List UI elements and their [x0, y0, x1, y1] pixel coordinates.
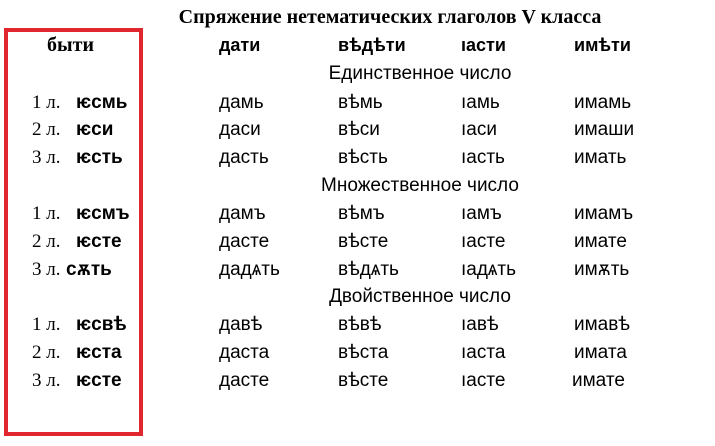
header-yasti: ıасти	[461, 35, 506, 55]
form-dati: дасть	[219, 147, 269, 168]
form-dati: дамъ	[219, 203, 266, 224]
form-vedeti: вѣмъ	[338, 203, 385, 224]
form-imeti: имѫть	[574, 259, 630, 280]
form-imeti: имате	[572, 370, 625, 391]
person-label: 2 л.	[32, 231, 61, 252]
form-yasti: ıамъ	[461, 203, 502, 224]
person-label: 3 л.	[32, 147, 61, 168]
form-byti: ѥсте	[76, 231, 122, 252]
form-yasti: ıавѣ	[461, 314, 499, 335]
section-label-singular: Единственное число	[328, 63, 512, 84]
header-dati: дати	[219, 35, 261, 55]
form-yasti: ıаста	[461, 342, 506, 363]
person-label: 3 л.	[32, 370, 61, 391]
form-byti: ѥси	[76, 119, 114, 140]
form-dati: дасте	[219, 370, 270, 391]
form-yasti: ıамь	[461, 92, 500, 113]
form-dati: дамь	[219, 92, 264, 113]
form-dati: дасте	[219, 231, 270, 252]
person-label: 2 л.	[32, 342, 61, 363]
header-byti: быти	[47, 34, 94, 56]
form-byti: ѥсвѣ	[76, 314, 127, 335]
table-title: Спряжение нетематических глаголов V класса	[178, 6, 602, 28]
form-vedeti: вѣсте	[338, 231, 389, 252]
section-label-dual: Двойственное число	[329, 286, 511, 307]
section-label-plural: Множественное число	[321, 175, 519, 196]
form-vedeti: вѣмь	[338, 92, 383, 113]
form-vedeti: вѣвѣ	[338, 314, 382, 335]
form-imeti: имата	[574, 342, 627, 363]
person-label: 1 л.	[32, 203, 61, 224]
form-vedeti: вѣсть	[338, 147, 388, 168]
form-imeti: имаши	[574, 119, 635, 140]
highlight-frame-byti-column	[4, 28, 143, 436]
form-byti: ѥста	[76, 342, 122, 363]
form-yasti: ıасть	[461, 147, 505, 168]
person-label: 2 л.	[32, 119, 61, 140]
form-yasti: ıасте	[461, 370, 506, 391]
form-imeti: имате	[574, 231, 627, 252]
form-yasti: ıасте	[461, 231, 506, 252]
form-vedeti: вѣсте	[338, 370, 389, 391]
form-imeti: имамь	[574, 92, 632, 113]
form-vedeti: вѣста	[338, 342, 389, 363]
form-byti: ѥсмъ	[76, 203, 130, 224]
form-byti: ѥсть	[76, 147, 123, 168]
header-vedeti: вѣдѣти	[338, 35, 406, 55]
form-dati: дадѧть	[219, 259, 280, 280]
form-imeti: имамъ	[574, 203, 634, 224]
form-imeti: имавѣ	[574, 314, 630, 335]
form-yasti: ıадѧть	[461, 259, 517, 280]
person-label: 1 л.	[32, 92, 61, 113]
form-dati: даста	[219, 342, 270, 363]
form-imeti: имать	[574, 147, 627, 168]
form-vedeti: вѣдѧть	[338, 259, 399, 280]
form-byti: ѥсмь	[76, 92, 128, 113]
form-dati: давѣ	[219, 314, 263, 335]
form-vedeti: вѣси	[338, 119, 380, 140]
form-yasti: ıаси	[461, 119, 497, 140]
form-byti: ѥсте	[76, 370, 122, 391]
header-imeti: имѣти	[574, 35, 631, 55]
form-dati: даси	[219, 119, 261, 140]
person-label: 3 л.	[32, 259, 61, 280]
person-label: 1 л.	[32, 314, 61, 335]
form-byti: сѫть	[66, 259, 112, 280]
